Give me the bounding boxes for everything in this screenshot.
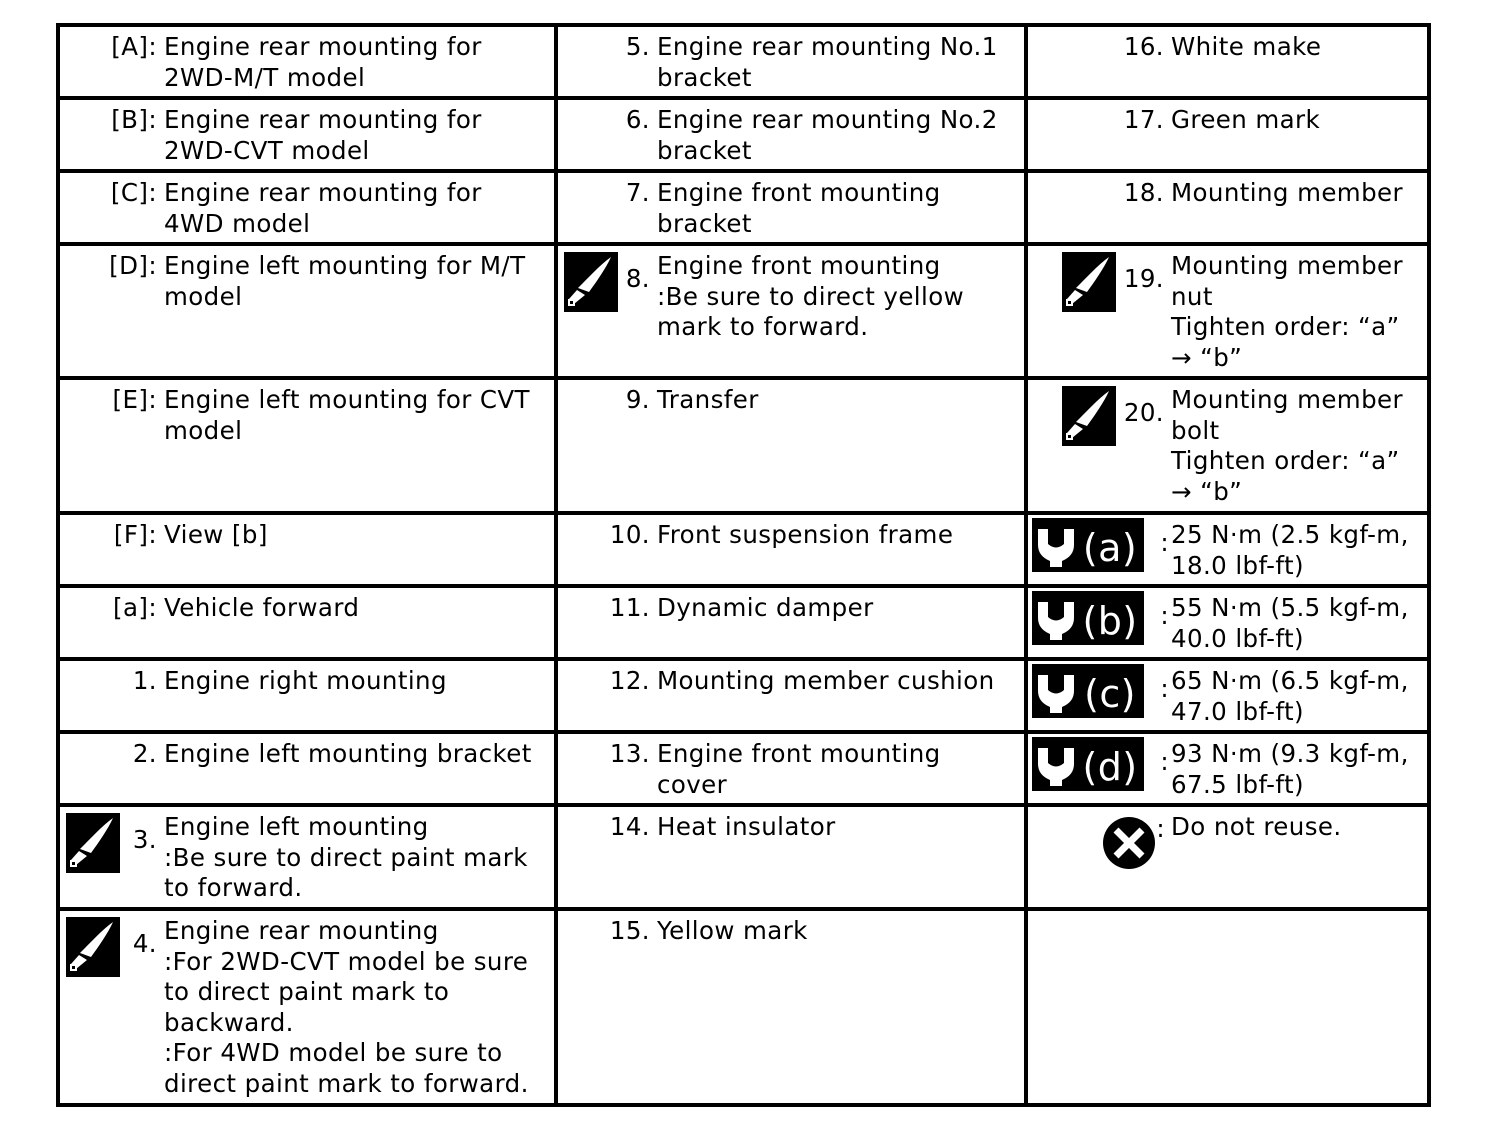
item-description: Mounting member bolt Tighten order: “a” → “b”: [1171, 385, 1403, 506]
item-description: Front suspension frame: [657, 520, 954, 549]
item-label: 18.: [1123, 178, 1164, 207]
item-description: Engine rear mounting No.1 bracket: [657, 32, 998, 92]
item-description: Engine rear mounting :For 2WD-CVT model be sure to direct paint mark to backward. :For 4WD model be sure to direct paint mark to forward.: [164, 916, 529, 1098]
item-label: 13.: [609, 739, 650, 768]
grease-icon: [564, 252, 618, 312]
item-description: 25 N·m (2.5 kgf-m, 18.0 lbf-ft): [1171, 520, 1409, 580]
item-description: Engine rear mounting for 4WD model: [164, 178, 482, 238]
torque-letter: (d): [1082, 745, 1138, 789]
item-description: Dynamic damper: [657, 593, 874, 622]
item-description: Green mark: [1171, 105, 1321, 134]
item-description: Mounting member cushion: [657, 666, 995, 695]
item-label: 6.: [625, 105, 650, 134]
torque-wrench-c-icon: [1032, 664, 1144, 718]
item-label: :: [1160, 528, 1169, 557]
item-description: Engine left mounting bracket: [164, 739, 532, 768]
item-label: 20.: [1123, 398, 1164, 427]
item-description: Engine front mounting :Be sure to direct yellow mark to forward.: [657, 251, 965, 341]
torque-letter: (b): [1082, 599, 1138, 643]
item-description: Transfer: [657, 385, 759, 414]
table-row: [58, 586, 1429, 659]
item-label: 11.: [609, 593, 650, 622]
grease-icon: [1062, 386, 1116, 446]
table-row: [58, 659, 1429, 732]
item-description: 65 N·m (6.5 kgf-m, 47.0 lbf-ft): [1171, 666, 1409, 726]
grease-icon: [66, 813, 120, 873]
table-row: [58, 98, 1429, 171]
item-label: 15.: [609, 916, 650, 945]
torque-wrench-d-icon: [1032, 737, 1144, 791]
item-label: 4.: [132, 929, 157, 958]
item-description: Engine left mounting for CVT model: [164, 385, 530, 445]
item-description: View [b]: [164, 520, 268, 549]
item-description: Heat insulator: [657, 812, 836, 841]
torque-letter: (c): [1084, 672, 1136, 716]
item-label: :: [1156, 814, 1165, 843]
table-row: [58, 513, 1429, 586]
item-description: Engine rear mounting for 2WD-M/T model: [164, 32, 482, 92]
item-label: :: [1160, 601, 1169, 630]
item-description: Engine left mounting :Be sure to direct paint mark to forward.: [164, 812, 528, 902]
item-description: Mounting member: [1171, 178, 1403, 207]
torque-wrench-a-icon: [1032, 518, 1144, 572]
item-label: 3.: [132, 825, 157, 854]
table-row: [58, 25, 1429, 98]
item-description: Engine front mounting cover: [657, 739, 941, 799]
item-description: Engine rear mounting No.2 bracket: [657, 105, 998, 165]
item-label: 9.: [625, 385, 650, 414]
torque-letter: (a): [1082, 526, 1138, 570]
table-row: [58, 378, 1429, 513]
item-label: :: [1160, 674, 1169, 703]
item-label: 8.: [625, 264, 650, 293]
item-label: [D]:: [109, 251, 157, 280]
table-row: [58, 909, 1429, 1105]
legend-table: [56, 23, 1431, 1107]
item-description: White make: [1171, 32, 1322, 61]
item-description: Engine right mounting: [164, 666, 447, 695]
item-label: [a]:: [113, 593, 157, 622]
grease-icon: [1062, 252, 1116, 312]
item-label: 17.: [1123, 105, 1164, 134]
item-label: [F]:: [113, 520, 157, 549]
table-row: [58, 171, 1429, 244]
table-row: [58, 244, 1429, 378]
table-row: [58, 805, 1429, 909]
table-row: [58, 732, 1429, 805]
item-label: [C]:: [110, 178, 157, 207]
item-description: Engine rear mounting for 2WD-CVT model: [164, 105, 482, 165]
item-description: Engine front mounting bracket: [657, 178, 941, 238]
torque-wrench-b-icon: [1032, 591, 1144, 645]
item-label: 12.: [609, 666, 650, 695]
item-label: 7.: [625, 178, 650, 207]
item-label: 1.: [132, 666, 157, 695]
item-label: 14.: [609, 812, 650, 841]
grease-icon: [66, 917, 120, 977]
item-description: 93 N·m (9.3 kgf-m, 67.5 lbf-ft): [1171, 739, 1409, 799]
item-label: [A]:: [111, 32, 157, 61]
item-label: 19.: [1123, 264, 1164, 293]
item-description: Vehicle forward: [164, 593, 360, 622]
item-label: 16.: [1123, 32, 1164, 61]
item-label: 10.: [609, 520, 650, 549]
item-label: :: [1160, 747, 1169, 776]
item-description: Do not reuse.: [1171, 812, 1342, 841]
item-description: Engine left mounting for M/T model: [164, 251, 526, 311]
item-label: 2.: [132, 739, 157, 768]
item-label: [B]:: [111, 105, 157, 134]
do-not-reuse-icon: [1102, 816, 1156, 870]
item-description: Mounting member nut Tighten order: “a” → “b”: [1171, 251, 1403, 372]
item-description: Yellow mark: [657, 916, 808, 945]
item-label: 5.: [625, 32, 650, 61]
item-label: [E]:: [112, 385, 157, 414]
item-description: 55 N·m (5.5 kgf-m, 40.0 lbf-ft): [1171, 593, 1409, 653]
